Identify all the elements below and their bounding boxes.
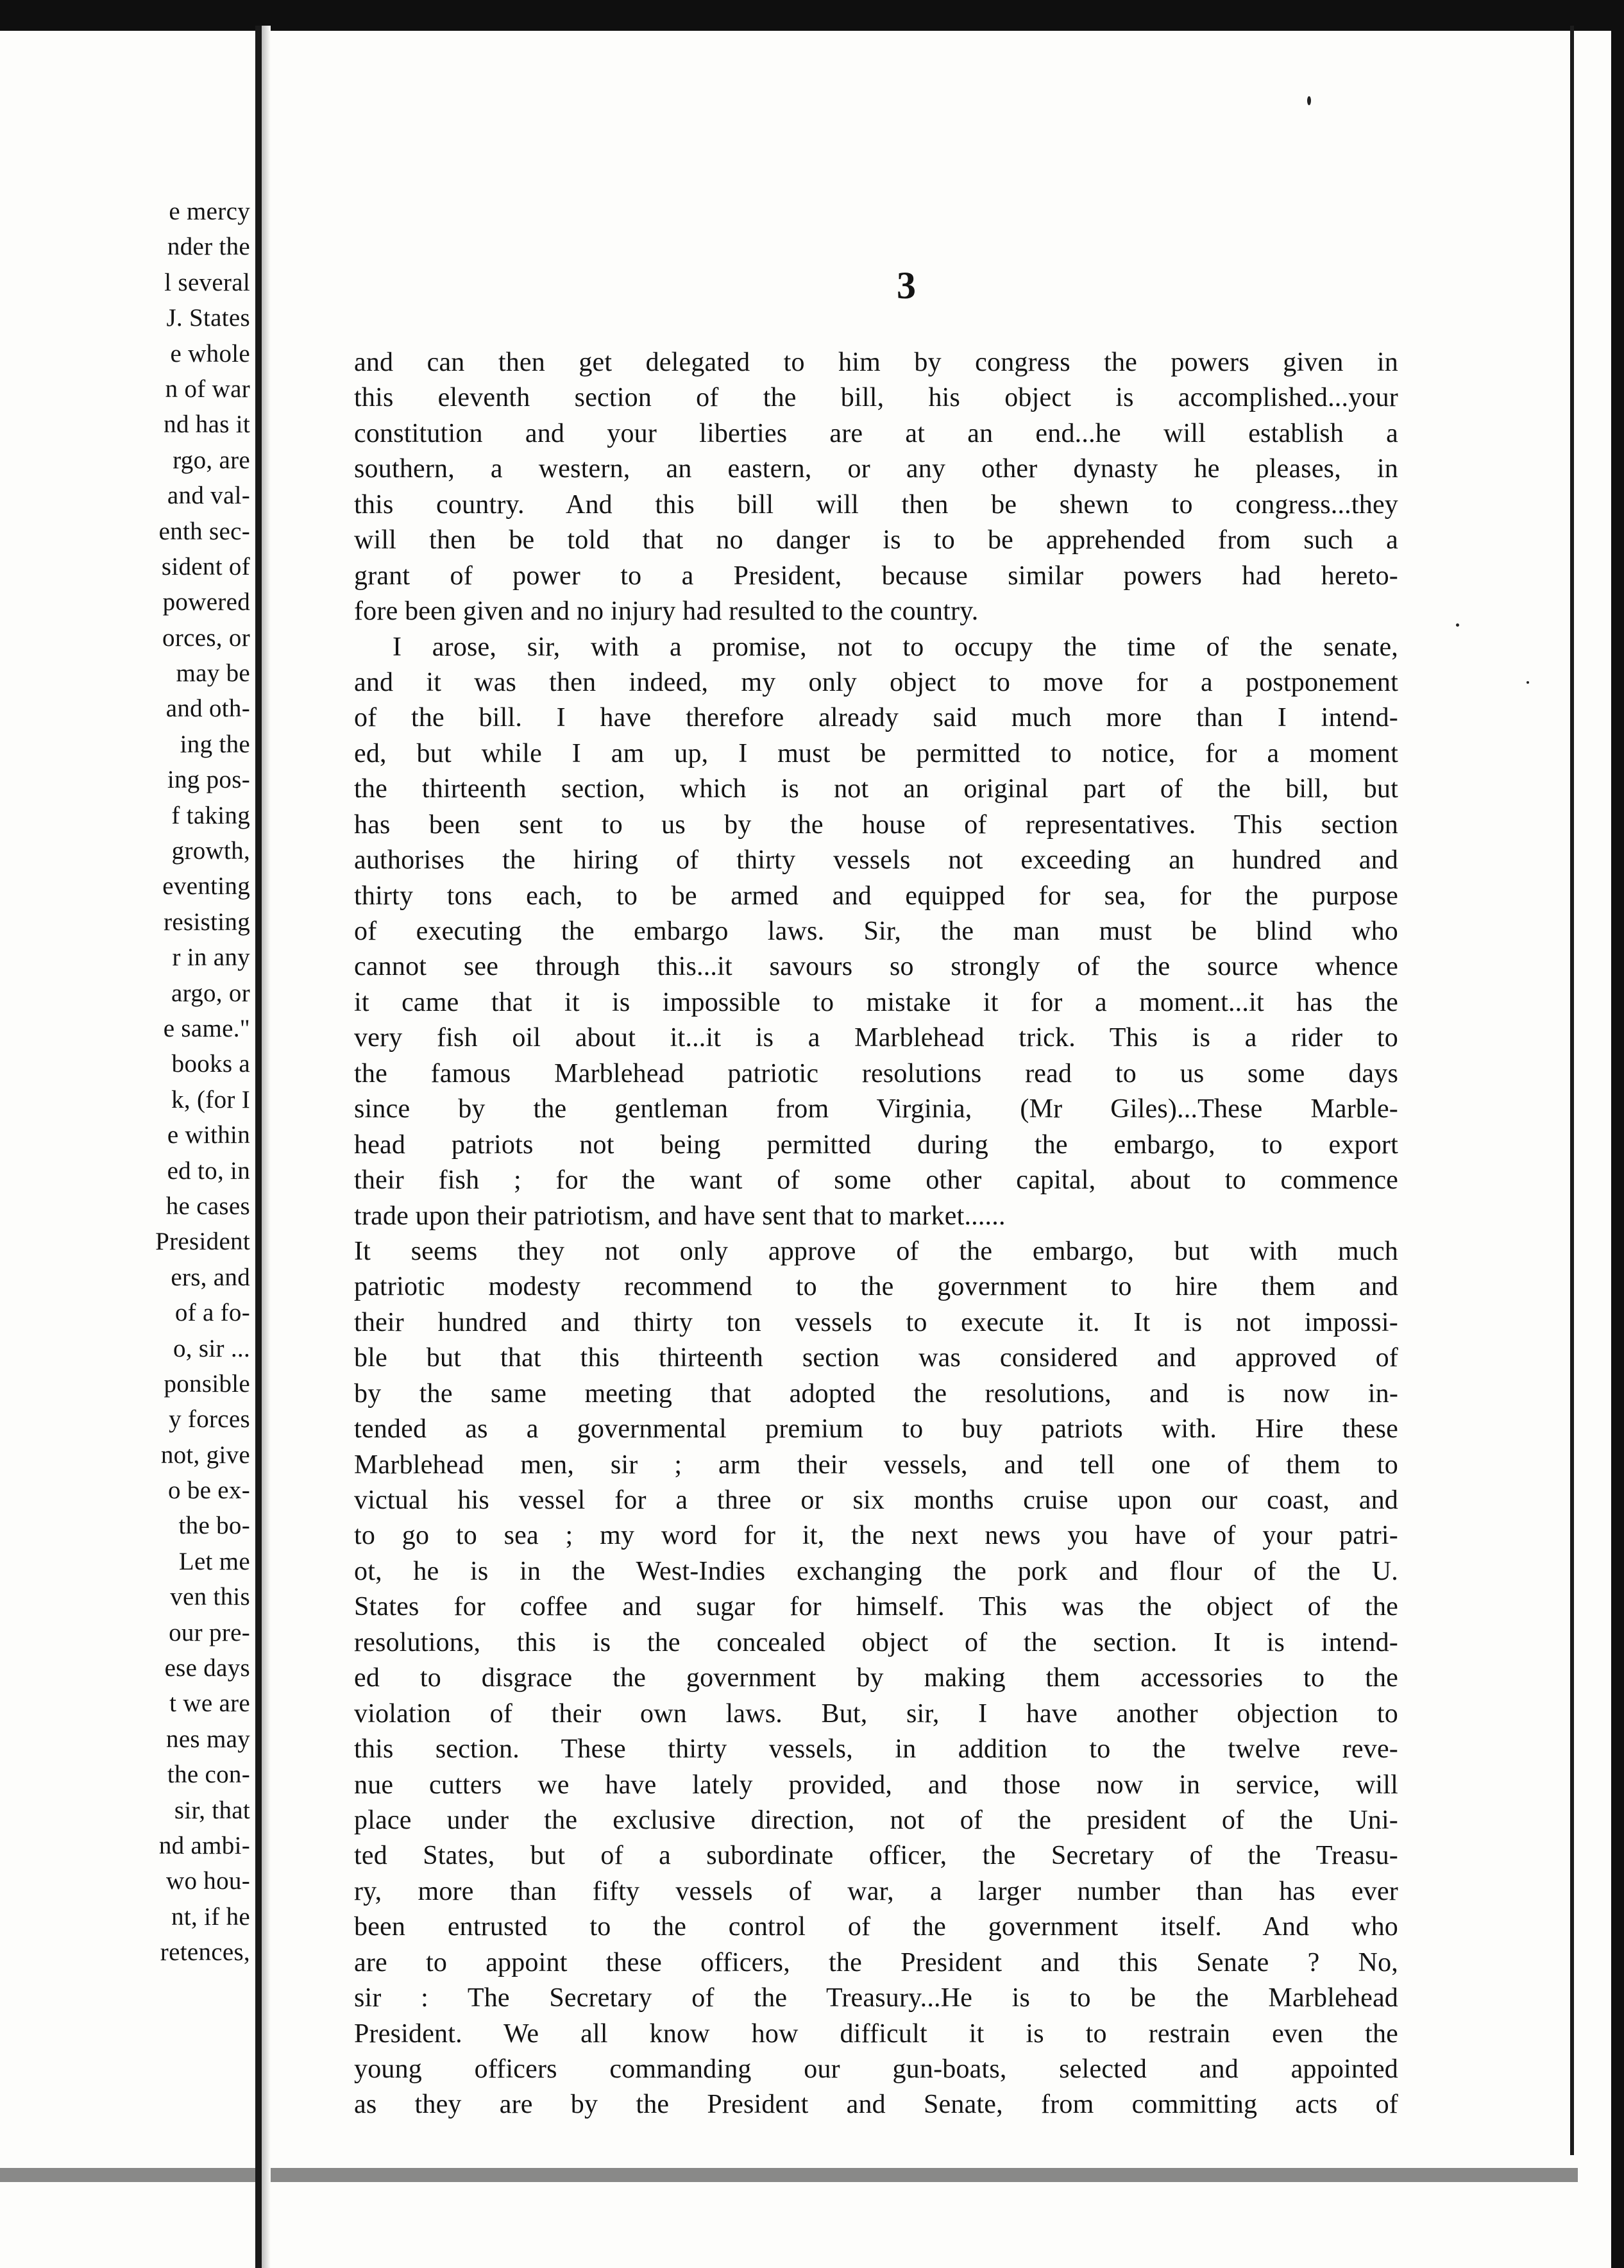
facing-page-left	[0, 0, 254, 2268]
facing-page-line: ven this	[170, 1583, 250, 1611]
facing-page-line: nder the	[167, 233, 250, 261]
facing-page-line: r in any	[172, 944, 250, 972]
facing-page-line: t we are	[169, 1689, 250, 1718]
text-line: ed, but while I am up, I must be permitted to notice, for a moment	[354, 738, 1398, 768]
facing-page-line: eventing	[162, 872, 250, 901]
text-line: tended as a governmental premium to buy patriots with. Hire these	[354, 1414, 1398, 1444]
text-line: the famous Marblehead patriotic resolutions read to us some days	[354, 1058, 1398, 1088]
text-line: their fish ; for the want of some other capital, about to commence	[354, 1165, 1398, 1196]
text-line: it came that it is impossible to mistake it for a moment...it has the	[354, 987, 1398, 1017]
text-line: cannot see through this...it savours so strongly of the source whence	[354, 952, 1398, 982]
facing-page-line: of a fo-	[174, 1299, 250, 1327]
facing-page-line: growth,	[171, 837, 250, 865]
book-gutter	[255, 26, 262, 2268]
text-line: since by the gentleman from Virginia, (Mr Giles)...These Marble-	[354, 1094, 1398, 1124]
facing-page-line: nd has it	[164, 410, 250, 439]
facing-page-line: f taking	[171, 801, 250, 829]
text-line: and it was then indeed, my only object to move for a postponement	[354, 667, 1398, 697]
scan-speck	[1307, 96, 1311, 105]
text-line: President. We all know how difficult it is to restrain even the	[354, 2018, 1398, 2049]
text-line: been entrusted to the control of the government itself. And who	[354, 1912, 1398, 1942]
facing-page-line: and val-	[167, 482, 250, 510]
facing-page-line: e mercy	[169, 198, 250, 225]
facing-page-line: ed to, in	[167, 1156, 250, 1185]
text-line: very fish oil about it...it is a Marblehead trick. This is a rider to	[354, 1023, 1398, 1053]
facing-page-line: nt, if he	[171, 1902, 250, 1931]
facing-page-line: nes may	[166, 1725, 250, 1753]
text-line: Marblehead men, sir ; arm their vessels, and tell one of them to	[354, 1450, 1398, 1480]
text-line: head patriots not being permitted during the embargo, to export	[354, 1130, 1398, 1160]
text-line: States for coffee and sugar for himself. This was the object of the	[354, 1592, 1398, 1622]
text-line: this eleventh section of the bill, his object is accomplished...your	[354, 383, 1398, 413]
facing-page-line: nd ambi-	[158, 1831, 250, 1859]
text-line: as they are by the President and Senate, from committing acts of	[354, 2090, 1398, 2120]
facing-page-text	[0, 194, 250, 1970]
facing-page-line: o, sir ...	[173, 1334, 250, 1362]
page-number: 3	[897, 264, 916, 307]
text-line: It seems they not only approve of the embargo, but with much	[354, 1236, 1398, 1266]
facing-page-line: ese days	[164, 1654, 250, 1682]
facing-page-line: powered	[162, 588, 250, 616]
text-line: resolutions, this is the concealed object of the section. It is intend-	[354, 1627, 1398, 1657]
facing-page-line: President	[155, 1228, 250, 1256]
text-line: ed to disgrace the government by making them accessories to the	[354, 1663, 1398, 1693]
text-line: are to appoint these officers, the President and this Senate ? No,	[354, 1947, 1398, 1977]
text-line: place under the exclusive direction, not of the president of the Uni-	[354, 1805, 1398, 1835]
facing-page-line: the con-	[167, 1761, 250, 1789]
text-line: sir : The Secretary of the Treasury...He is to be the Marblehead	[354, 1983, 1398, 2013]
text-line: this section. These thirty vessels, in addition to the twelve reve-	[354, 1734, 1398, 1764]
text-line: and can then get delegated to him by congress the powers given in	[354, 348, 1398, 377]
text-line: patriotic modesty recommend to the government to hire them and	[354, 1272, 1398, 1302]
text-line: this country. And this bill will then be shewn to congress...they	[354, 489, 1398, 520]
text-line: young officers commanding our gun-boats, selected and appointed	[354, 2054, 1398, 2084]
text-line: grant of power to a President, because similar powers had hereto-	[354, 561, 1398, 591]
text-line: to go to sea ; my word for it, the next news you have of your patri-	[354, 1521, 1398, 1551]
text-line: will then be told that no danger is to be apprehended from such a	[354, 525, 1398, 555]
facing-page-line: rgo, are	[173, 446, 250, 474]
facing-page-line: J. States	[166, 304, 250, 332]
scan-speck	[1527, 681, 1529, 684]
facing-page-line: o be ex-	[167, 1477, 250, 1505]
text-line: by the same meeting that adopted the resolutions, and is now in-	[354, 1378, 1398, 1409]
facing-page-line: may be	[176, 659, 250, 688]
text-line: ted States, but of a subordinate officer, the Secretary of the Treasu-	[354, 1841, 1398, 1871]
gutter-shadow	[262, 26, 271, 2268]
facing-page-line: retences,	[160, 1938, 250, 1967]
facing-page-line: ing pos-	[167, 766, 250, 794]
page-edge-right	[1570, 26, 1574, 2155]
facing-page-line: our pre-	[169, 1618, 250, 1646]
text-line: has been sent to us by the house of representatives. This section	[354, 809, 1398, 840]
facing-page-line: e whole	[170, 339, 250, 368]
facing-page-line: e within	[167, 1121, 250, 1149]
facing-page-line: l several	[164, 268, 250, 296]
text-line: of executing the embargo laws. Sir, the man must be blind who	[354, 917, 1398, 946]
text-line: authorises the hiring of thirty vessels not exceeding an hundred and	[354, 845, 1398, 876]
facing-page-line: ers, and	[171, 1263, 250, 1291]
facing-page-line: orces, or	[162, 623, 250, 652]
text-line: southern, a western, an eastern, or any other dynasty he pleases, in	[354, 454, 1398, 484]
scanner-frame-right	[1611, 0, 1624, 2268]
text-line: I arose, sir, with a promise, not to occupy the time of the senate,	[393, 632, 1398, 662]
facing-page-line: enth sec-	[158, 517, 250, 545]
facing-page-line: Let me	[178, 1547, 250, 1575]
text-line: constitution and your liberties are at an end...he will establish a	[354, 418, 1398, 448]
text-line: ble but that this thirteenth section was considered and approved of	[354, 1343, 1398, 1373]
facing-page-line: books a	[171, 1050, 250, 1078]
text-line: violation of their own laws. But, sir, I have another objection to	[354, 1698, 1398, 1729]
facing-page-line: n of war	[165, 375, 250, 403]
scan-speck	[1456, 623, 1459, 627]
text-line: thirty tons each, to be armed and equipped for sea, for the purpose	[354, 881, 1398, 911]
text-line: nue cutters we have lately provided, and those now in service, will	[354, 1770, 1398, 1800]
facing-page-line: sir, that	[174, 1796, 250, 1824]
facing-page-line: k, (for I	[171, 1085, 250, 1113]
text-line: fore been given and no injury had resulted to the country.	[354, 597, 979, 627]
facing-page-line: not, give	[160, 1441, 250, 1469]
text-line: of the bill. I have therefore already said much more than I intend-	[354, 703, 1398, 733]
facing-page-line: sident of	[161, 552, 250, 580]
text-line: their hundred and thirty ton vessels to execute it. It is not impossi-	[354, 1307, 1398, 1337]
facing-page-line: wo hou-	[165, 1867, 250, 1895]
body-text	[354, 345, 1398, 2123]
text-line: ry, more than fifty vessels of war, a larger number than has ever	[354, 1876, 1398, 1906]
facing-page-line: ing the	[180, 730, 250, 758]
facing-page-line: the bo-	[178, 1512, 250, 1540]
facing-page-line: resisting	[164, 908, 250, 936]
facing-page-line: e same."	[163, 1014, 250, 1042]
text-line: ot, he is in the West-Indies exchanging the pork and flour of the U.	[354, 1556, 1398, 1586]
facing-page-line: and oth-	[165, 695, 250, 723]
facing-page-line: y forces	[169, 1405, 250, 1434]
text-line: trade upon their patriotism, and have sent that to market......	[354, 1201, 1006, 1231]
facing-page-line: ponsible	[164, 1369, 250, 1398]
text-line: the thirteenth section, which is not an original part of the bill, but	[354, 774, 1398, 804]
facing-page-line: argo, or	[171, 979, 250, 1007]
facing-page-line: he cases	[165, 1192, 250, 1220]
text-line: victual his vessel for a three or six months cruise upon our coast, and	[354, 1485, 1398, 1515]
